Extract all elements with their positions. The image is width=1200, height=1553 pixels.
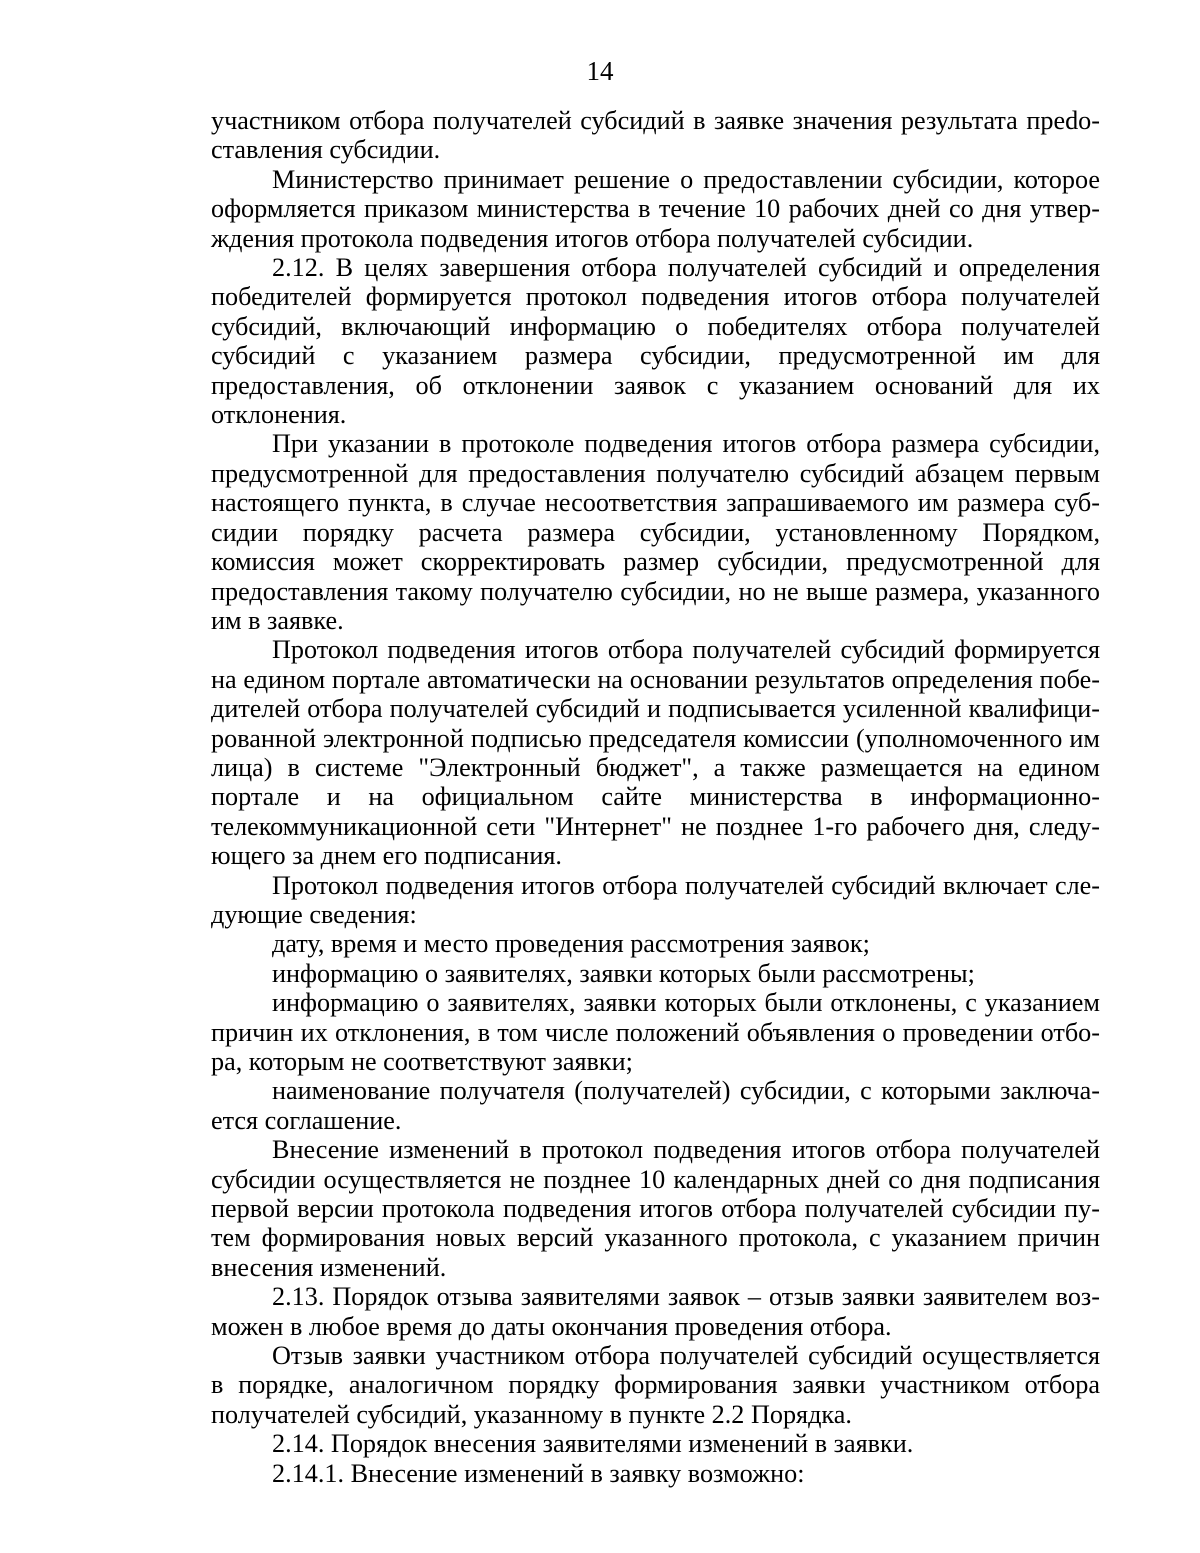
document-body [211,106,1100,1488]
list-item: информацию о заявителях, заявки которых были рассмотрены; [272,958,975,988]
subsection-heading: 2.14.1. Внесение изменений в заявку возможно: [272,1458,805,1488]
paragraph: участником отбора получателей субсидий в заявке значения результата преdоставления субсидии. [211,106,1100,165]
paragraph: При указании в протоколе подведения итогов отбора размера субсидии, предусмотренной для предоставления получателю субсидий абзацем первым настоящего пункта, в случае несоответствия запрашиваемого им размера субсидии порядку расчета размера субсидии, установленному Порядком, комиссия может скорректировать размер субсидии, предусмотренной для предоставления такому получателю субсидии, но не выше размера, указанного им в заявке. [211,429,1100,635]
list-item: дату, время и место проведения рассмотрения заявок; [272,929,870,959]
paragraph: 2.13. Порядок отзыва заявителями заявок – отзыв заявки заявителем возможен в любое время до даты окончания проведения отбора. [211,1282,1100,1341]
paragraph: Протокол подведения итогов отбора получателей субсидий формируется на едином портале автоматически на основании результатов определения победителей отбора получателей субсидий и подписывается усиленной квалифицированной электронной подписью председателя комиссии (уполномоченного им лица) в системе "Электронный бюджет", а также размещается на едином портале и на официальном сайте министерства в информационно-телекоммуникационной сети "Интернет" не позднее 1-го рабочего дня, следующего за днем его подписания. [211,635,1100,871]
list-item: информацию о заявителях, заявки которых были отклонены, с указанием причин их отклонения, в том числе положений объявления о проведении отбора, которым не соответствуют заявки; [211,988,1100,1076]
section-heading: 2.14. Порядок внесения заявителями изменений в заявки. [272,1429,914,1459]
paragraph: Министерство принимает решение о предоставлении субсидии, которое оформляется приказом министерства в течение 10 рабочих дней со дня утверждения протокола подведения итогов отбора получателей субсидии. [211,164,1100,253]
page-number: 14 [586,56,614,86]
paragraph: Отзыв заявки участником отбора получателей субсидий осуществляется в порядке, аналогичном порядку формирования заявки участником отбора получателей субсидий, указанному в пункте 2.2 Порядка. [211,1341,1100,1429]
paragraph: Протокол подведения итогов отбора получателей субсидий включает следующие сведения: [211,870,1100,929]
paragraph: 2.12. В целях завершения отбора получателей субсидий и определения победителей формируется протокол подведения итогов отбора получателей субсидий, включающий информацию о победителях отбора получателей субсидий с указанием размера субсидии, предусмотренной им для предоставления, об отклонении заявок с указанием оснований для их отклонения. [211,253,1100,430]
paragraph: Внесение изменений в протокол подведения итогов отбора получателей субсидии осуществляется не позднее 10 календарных дней со дня подписания первой версии протокола подведения итогов отбора получателей субсидии путем формирования новых версий указанного протокола, с указанием причин внесения изменений. [211,1135,1100,1282]
list-item: наименование получателя (получателей) субсидии, с которыми заключается соглашение. [211,1076,1100,1135]
